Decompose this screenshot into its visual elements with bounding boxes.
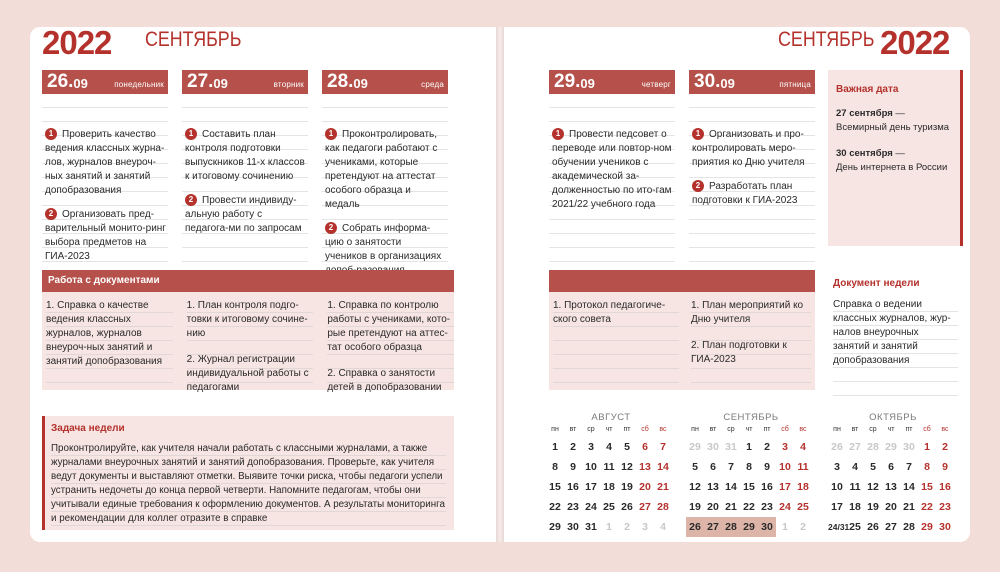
- calendar-day: 27: [639, 501, 651, 513]
- document-item: 1. Справка о качестве ведения классных журналов, журналов внеуроч-ных занятий и занятий допобразования: [46, 300, 163, 367]
- documents-section: [42, 270, 454, 393]
- calendar-day: 25: [797, 501, 809, 513]
- calendar-day: 3: [782, 441, 788, 453]
- calendar-weekday-row: [828, 423, 958, 437]
- task-item: [45, 208, 166, 264]
- calendar-day: 20: [639, 481, 651, 493]
- calendar-day: 2: [764, 441, 770, 453]
- day-date: 27.: [187, 71, 214, 92]
- calendar-weekday: чт: [887, 426, 895, 433]
- calendar-day: 17: [779, 481, 791, 493]
- calendar-day: 29: [885, 441, 897, 453]
- calendar-day: 15: [743, 481, 755, 493]
- calendar-week-row: [686, 477, 816, 497]
- calendar-day: 4: [660, 521, 666, 533]
- calendar-week-row: [546, 477, 676, 497]
- calendar-month-name: АВГУСТ: [591, 412, 631, 423]
- calendar-weekday: вт: [569, 426, 577, 433]
- calendar-weekday: ср: [727, 426, 735, 433]
- calendar-week-row: [828, 497, 958, 517]
- calendar-day: 8: [924, 461, 930, 473]
- calendar-day: 30: [903, 441, 915, 453]
- calendar-day: 7: [906, 461, 912, 473]
- week-task-title: Задача недели: [51, 423, 125, 434]
- document-item: 2. Журнал регистрации индивидуальной работы с педагогами: [186, 354, 309, 393]
- year-left: 2022: [42, 24, 112, 61]
- calendar-week-row: [828, 437, 958, 457]
- calendar-day: 14: [725, 481, 737, 493]
- calendar-day: 1: [746, 441, 752, 453]
- calendar-weekday: чт: [745, 426, 753, 433]
- calendar-day: 19: [867, 501, 879, 513]
- calendar-day: 10: [585, 461, 597, 473]
- documents-column-1: [46, 299, 173, 387]
- day-column-27: [182, 70, 308, 270]
- calendar-week-row: [686, 497, 816, 517]
- calendar-day: 7: [660, 441, 666, 453]
- task-text: Организовать и про-контролировать меро-приятия ко Дню учителя: [692, 129, 805, 168]
- important-date-day: 27 сентября: [836, 108, 893, 119]
- document-of-week: [833, 278, 958, 396]
- calendar-day: 12: [867, 481, 879, 493]
- task-number-badge: 1: [692, 128, 704, 140]
- document-item: 2. План подготовки к ГИА-2023: [691, 340, 787, 365]
- calendar-day: 22: [743, 501, 755, 513]
- calendar-day: 5: [692, 461, 698, 473]
- calendar-weekday: пт: [905, 426, 913, 433]
- calendar-day: 24: [779, 501, 791, 513]
- calendar-day: 3: [834, 461, 840, 473]
- calendar-day: 8: [552, 461, 558, 473]
- calendar-weekday-row: [686, 423, 816, 437]
- calendar-weekday: пн: [551, 426, 559, 433]
- calendar-weekday: вс: [799, 426, 807, 433]
- calendar-day: 22: [549, 501, 561, 513]
- calendar-day: 22: [921, 501, 933, 513]
- year-right: 2022: [880, 24, 950, 61]
- calendar-day: 5: [870, 461, 876, 473]
- calendar-day: 16: [939, 481, 951, 493]
- weekday-label: понедельник: [114, 80, 164, 89]
- calendar-day: 1: [552, 441, 558, 453]
- day-date: 26.: [47, 71, 74, 92]
- task-number-badge: 2: [45, 208, 57, 220]
- calendar-day: 15: [549, 481, 561, 493]
- week-task-text: Проконтролируйте, как учителя начали работать с классными журналами, а также журналами внеурочных занятий и занятий допобразования. Проверьте, как учителя ведут документы и выставляют отметки. Выявите точки риска, чтобы педагоги успели устранить недочеты до конца первой четверти. Напомните педагогам, чтобы они учитывали единые требования к оформлению документов. А результаты мониторинга и рекомендации для коллег отразите в справке: [51, 442, 446, 532]
- document-item: 1. План мероприятий ко Дню учителя: [691, 300, 804, 325]
- weekday-label: четверг: [641, 80, 671, 89]
- calendar-day: 29: [689, 441, 701, 453]
- task-text: Проконтролировать, как педагоги работают с учениками, которые претендуют на аттестат особого образца и медаль: [325, 129, 438, 210]
- calendar-week-row: [546, 437, 676, 457]
- day-header: [689, 70, 815, 94]
- day-column-28: [322, 70, 448, 270]
- important-date-dash: —: [892, 148, 905, 159]
- calendar-day: 27: [704, 517, 722, 537]
- calendar-day: 11: [797, 461, 809, 473]
- calendar-day: 3: [642, 521, 648, 533]
- task-item: [185, 128, 306, 184]
- calendar-week-row: [686, 457, 816, 477]
- calendar-day: 19: [689, 501, 701, 513]
- calendar-weekday: пн: [833, 426, 841, 433]
- day-month: 09: [720, 76, 735, 91]
- calendar-day: 14: [903, 481, 915, 493]
- task-text: Составить план контроля подготовки выпускников 11-х классов к итоговому сочинению: [185, 129, 305, 182]
- task-item: [45, 128, 166, 198]
- calendar-day: 24/31: [828, 522, 850, 532]
- calendar-day: 1: [606, 521, 612, 533]
- task-text: Провести индивиду-альную работу с педагога-ми по запросам: [185, 195, 302, 234]
- day-column-26: [42, 70, 168, 270]
- calendar-weekday: сб: [923, 426, 931, 433]
- calendar-day: 6: [888, 461, 894, 473]
- calendar-week-row: [546, 497, 676, 517]
- calendar-weekday: сб: [781, 426, 789, 433]
- calendar-day: 27: [885, 521, 897, 533]
- day-month: 09: [353, 76, 368, 91]
- calendar-weekday: сб: [641, 426, 649, 433]
- calendar-day: 6: [710, 461, 716, 473]
- day-column-29: [549, 70, 675, 270]
- calendar-day: 1: [924, 441, 930, 453]
- calendar-weekday: ср: [869, 426, 877, 433]
- calendar-day: 9: [764, 461, 770, 473]
- calendar-weekday: вс: [659, 426, 667, 433]
- calendar-week-row: [546, 457, 676, 477]
- calendar-october: [828, 412, 958, 537]
- calendar-day: 23: [761, 501, 773, 513]
- calendar-day: 28: [867, 441, 879, 453]
- calendar-day: 24: [585, 501, 597, 513]
- calendar-day: 29: [549, 521, 561, 533]
- calendar-day: 12: [621, 461, 633, 473]
- calendar-day: 20: [885, 501, 897, 513]
- documents-title: Работа с документами: [42, 270, 454, 292]
- calendar-week-row: [828, 517, 958, 537]
- calendar-day: 23: [567, 501, 579, 513]
- calendar-day: 25: [849, 521, 861, 533]
- documents-column-1: [553, 299, 679, 387]
- calendar-day: 23: [939, 501, 951, 513]
- task-item: [185, 194, 306, 236]
- documents-column-3: [327, 299, 454, 393]
- task-text: Собрать информа-цию о занятости учеников в организациях: [325, 223, 442, 262]
- day-month: 09: [580, 76, 595, 91]
- calendar-weekday: чт: [605, 426, 613, 433]
- day-header: [42, 70, 168, 94]
- documents-column-2: [691, 299, 811, 387]
- calendar-weekday-row: [546, 423, 676, 437]
- calendar-week-row: [828, 457, 958, 477]
- task-text: Провести педсовет о переводе или повтор-ном обучении учеников с академической за-долженностью по ито-гам 2021/22 учебного года: [552, 129, 672, 210]
- calendar-day: 2: [800, 521, 806, 533]
- calendar-weekday: пн: [691, 426, 699, 433]
- task-item: [325, 128, 446, 212]
- month-left: СЕНТЯБРЬ: [145, 28, 242, 51]
- task-number-badge: 1: [552, 128, 564, 140]
- calendar-day: 15: [921, 481, 933, 493]
- calendar-day: 8: [746, 461, 752, 473]
- day-column-30: [689, 70, 815, 270]
- task-item: [692, 128, 813, 170]
- week-task-panel: [42, 416, 454, 530]
- calendar-day: 10: [831, 481, 843, 493]
- weekday-label: вторник: [273, 80, 304, 89]
- task-item: [692, 180, 813, 208]
- calendar-week-row: [546, 517, 676, 537]
- documents-header-bar: [549, 270, 815, 292]
- calendar-day: 5: [624, 441, 630, 453]
- calendar-day: 1: [782, 521, 788, 533]
- calendar-day: 21: [903, 501, 915, 513]
- task-text: Организовать пред-варительный монито-ринг выбора предметов на ГИА-2023: [45, 209, 166, 262]
- documents-column-2: [186, 299, 314, 393]
- calendar-day: 3: [588, 441, 594, 453]
- calendar-day: 13: [707, 481, 719, 493]
- important-date-title: Важная дата: [836, 84, 899, 95]
- calendar-day: 26: [686, 517, 704, 537]
- task-number-badge: 1: [185, 128, 197, 140]
- document-item: 1. Протокол педагогиче-ского совета: [553, 300, 666, 325]
- day-month: 09: [213, 76, 228, 91]
- calendar-day: 21: [657, 481, 669, 493]
- spine: [496, 27, 504, 542]
- calendar-day: 7: [728, 461, 734, 473]
- calendar-day: 2: [942, 441, 948, 453]
- calendar-day: 16: [761, 481, 773, 493]
- calendar-day: 13: [639, 461, 651, 473]
- calendar-day: 17: [585, 481, 597, 493]
- calendar-day: 30: [758, 517, 776, 537]
- task-text: Проверить качество ведения классных журна-лов, журналов внеуроч-ных занятий и занятий допобразования: [45, 129, 165, 196]
- calendar-day: 28: [722, 517, 740, 537]
- weekday-label: среда: [421, 80, 444, 89]
- calendar-week-row: [828, 477, 958, 497]
- important-date-text: День интернета в России: [836, 162, 948, 173]
- task-item: [552, 128, 673, 212]
- calendar-day: 16: [567, 481, 579, 493]
- calendar-day: 18: [797, 481, 809, 493]
- calendar-day: 18: [603, 481, 615, 493]
- calendar-month-name: СЕНТЯБРЬ: [723, 412, 779, 423]
- calendar-day: 19: [621, 481, 633, 493]
- calendar-week-row: [686, 517, 816, 537]
- calendar-day: 17: [831, 501, 843, 513]
- calendar-day: 11: [603, 461, 615, 473]
- calendar-day: 18: [849, 501, 861, 513]
- calendar-day: 4: [800, 441, 806, 453]
- calendar-day: 29: [921, 521, 933, 533]
- calendar-september: [686, 412, 816, 537]
- calendar-day: 4: [606, 441, 612, 453]
- calendar-weekday: вт: [851, 426, 859, 433]
- document-of-week-text: Справка о ведении классных журналов, жур-налов внеурочных занятий и занятий допобразования: [833, 298, 958, 396]
- calendar-day: 30: [939, 521, 951, 533]
- important-date-dash: —: [892, 108, 905, 119]
- month-right: СЕНТЯБРЬ: [777, 28, 874, 51]
- documents-section-right: [549, 270, 815, 390]
- calendar-day: 26: [867, 521, 879, 533]
- calendar-day: 11: [849, 481, 861, 493]
- calendar-day: 25: [603, 501, 615, 513]
- calendar-day: 26: [831, 441, 843, 453]
- calendar-day: 2: [624, 521, 630, 533]
- task-number-badge: 2: [692, 180, 704, 192]
- calendar-day: 30: [567, 521, 579, 533]
- calendar-day: 28: [903, 521, 915, 533]
- calendar-day: 10: [779, 461, 791, 473]
- calendar-weekday: ср: [587, 426, 595, 433]
- calendar-week-row: [686, 437, 816, 457]
- task-number-badge: 1: [45, 128, 57, 140]
- calendar-august: [546, 412, 676, 537]
- calendar-day: 12: [689, 481, 701, 493]
- calendar-weekday: вт: [709, 426, 717, 433]
- task-number-badge: 2: [325, 222, 337, 234]
- calendar-day: 20: [707, 501, 719, 513]
- task-text: Разработать план подготовки к ГИА-2023: [692, 181, 798, 206]
- calendar-day: 14: [657, 461, 669, 473]
- day-date: 30.: [694, 71, 721, 92]
- calendar-day: 6: [642, 441, 648, 453]
- day-header: [322, 70, 448, 94]
- calendar-day: 31: [585, 521, 597, 533]
- important-date-item: [836, 147, 954, 175]
- important-date-item: [836, 107, 954, 135]
- calendar-day: 9: [942, 461, 948, 473]
- calendar-day: 9: [570, 461, 576, 473]
- day-date: 29.: [554, 71, 581, 92]
- day-header: [549, 70, 675, 94]
- calendar-weekday: пт: [623, 426, 631, 433]
- calendar-day: 13: [885, 481, 897, 493]
- day-date: 28.: [327, 71, 354, 92]
- calendar-day: 28: [657, 501, 669, 513]
- task-number-badge: 2: [185, 194, 197, 206]
- calendar-day: 31: [725, 441, 737, 453]
- calendar-day: 29: [740, 517, 758, 537]
- calendar-day: 2: [570, 441, 576, 453]
- task-number-badge: 1: [325, 128, 337, 140]
- important-date-day: 30 сентября: [836, 148, 893, 159]
- important-date-text: Всемирный день туризма: [836, 122, 950, 133]
- calendar-day: 4: [852, 461, 858, 473]
- important-date-panel: [828, 70, 963, 246]
- calendar-day: 21: [725, 501, 737, 513]
- calendar-weekday: пт: [763, 426, 771, 433]
- weekday-label: пятница: [779, 80, 811, 89]
- calendar-weekday: вс: [941, 426, 949, 433]
- document-item: 2. Справка о занятости детей в допобразовании: [327, 368, 442, 393]
- document-item: 1. Справка по контролю работы с учениками, кото-рые претендуют на аттес-тат особого образца: [327, 300, 451, 353]
- calendar-day: 27: [849, 441, 861, 453]
- day-month: 09: [73, 76, 88, 91]
- calendar-month-name: ОКТЯБРЬ: [869, 412, 917, 423]
- calendar-day: 26: [621, 501, 633, 513]
- calendar-day: 30: [707, 441, 719, 453]
- day-header: [182, 70, 308, 94]
- document-item: 1. План контроля подго-товки к итоговому сочине-нию: [186, 300, 308, 339]
- document-of-week-title: Документ недели: [833, 278, 920, 289]
